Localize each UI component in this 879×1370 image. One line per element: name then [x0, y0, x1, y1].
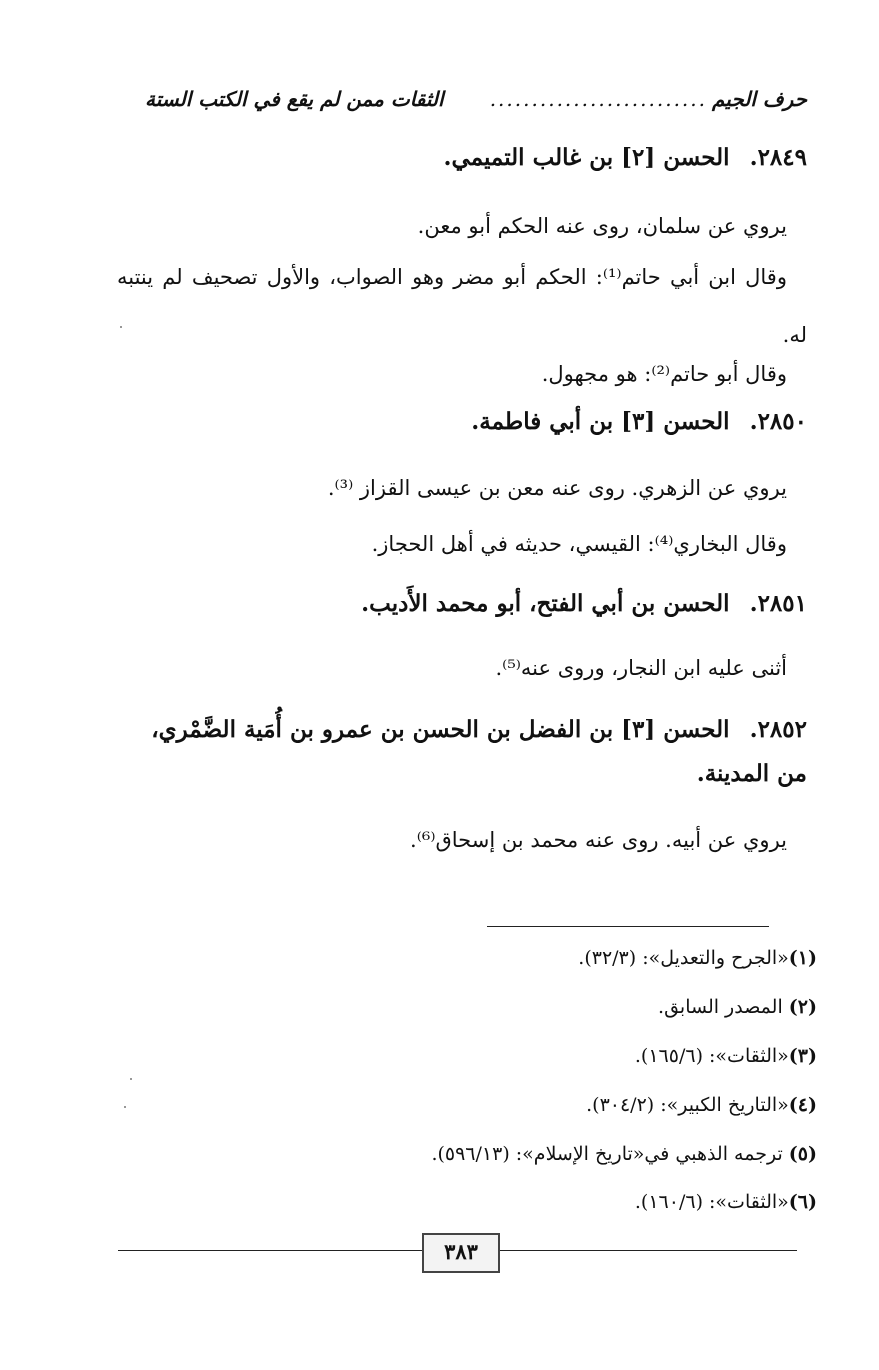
entry-text-paragraph: وقال ابن أبي حاتم⁽¹⁾: الحكم أبو مضر وهو الصواب، والأول تصحيف لم ينتبه له. — [117, 265, 807, 347]
header-book-title: الثقات ممن لم يقع في الكتب الستة — [145, 87, 444, 111]
scan-speck — [124, 1106, 126, 1108]
footnote-text: «التاريخ الكبير»: (٣٠٤/٢). — [586, 1094, 789, 1116]
header-dot-leaders: .......................... — [489, 87, 707, 111]
entry-text-line: يروي عن سلمان، روى عنه الحكم أبو معن. — [417, 214, 787, 238]
footnote-number: (٢) — [788, 996, 817, 1018]
entry-number: ٢٨٤٩. — [749, 144, 807, 171]
scan-speck — [130, 1078, 132, 1080]
entry-heading — [117, 404, 807, 440]
entry-title: الحسن [٣] بن الفضل بن الحسن بن عمرو بن أُمَية الضَّمْري، من المدينة. — [151, 716, 807, 787]
header-chapter-title: حرف الجيم — [712, 87, 807, 111]
entry-heading — [117, 586, 807, 622]
footnote-text: ترجمه الذهبي في«تاريخ الإسلام»: (٥٩٦/١٣). — [431, 1143, 783, 1165]
entry-text-line: يروي عن أبيه. روى عنه محمد بن إسحاق⁽⁶⁾. — [410, 828, 787, 852]
footer-rule — [118, 1250, 422, 1251]
entry-text-line: أثنى عليه ابن النجار، وروى عنه⁽⁵⁾. — [495, 656, 787, 680]
entry-heading — [117, 140, 807, 176]
footnote-text: «الجرح والتعديل»: (٣٢/٣). — [578, 947, 789, 969]
entry-text-line: وقال البخاري⁽⁴⁾: القيسي، حديثه في أهل الحجاز. — [371, 532, 787, 556]
footer-rule — [499, 1250, 797, 1251]
footnote — [97, 1186, 817, 1218]
entry-heading — [117, 708, 807, 796]
footnote — [97, 942, 817, 974]
entry-title: الحسن [٣] بن أبي فاطمة. — [471, 408, 730, 435]
footnote-separator — [487, 926, 769, 927]
entry-title: الحسن بن أبي الفتح، أبو محمد الأَديب. — [361, 590, 730, 617]
footnote — [97, 1138, 817, 1170]
footnote — [97, 1089, 817, 1121]
entry-title: الحسن [٢] بن غالب التميمي. — [443, 144, 730, 171]
entry-text-line: وقال أبو حاتم⁽²⁾: هو مجهول. — [541, 362, 787, 386]
footnote-number: (٥) — [788, 1143, 817, 1165]
running-header — [135, 82, 807, 116]
entry-text-line: يروي عن الزهري. روى عنه معن بن عيسى القزاز ⁽³⁾. — [327, 476, 787, 500]
footnote — [97, 1040, 817, 1072]
footnote-number: (١) — [788, 947, 817, 969]
footnote — [97, 991, 817, 1023]
entry-number: ٢٨٥٠. — [749, 408, 807, 435]
entry-number: ٢٨٥١. — [749, 590, 807, 617]
entry-number: ٢٨٥٢. — [749, 716, 807, 743]
footnote-text: «الثقات»: (١٦٠/٦). — [634, 1191, 789, 1213]
footnote-number: (٣) — [788, 1045, 817, 1067]
scan-speck — [120, 326, 122, 328]
footnote-text: «الثقات»: (١٦٥/٦). — [634, 1045, 789, 1067]
page-number: ٣٨٣ — [422, 1233, 500, 1273]
footnote-text: المصدر السابق. — [658, 996, 783, 1018]
footnote-number: (٦) — [788, 1191, 817, 1213]
footnote-number: (٤) — [788, 1094, 817, 1116]
